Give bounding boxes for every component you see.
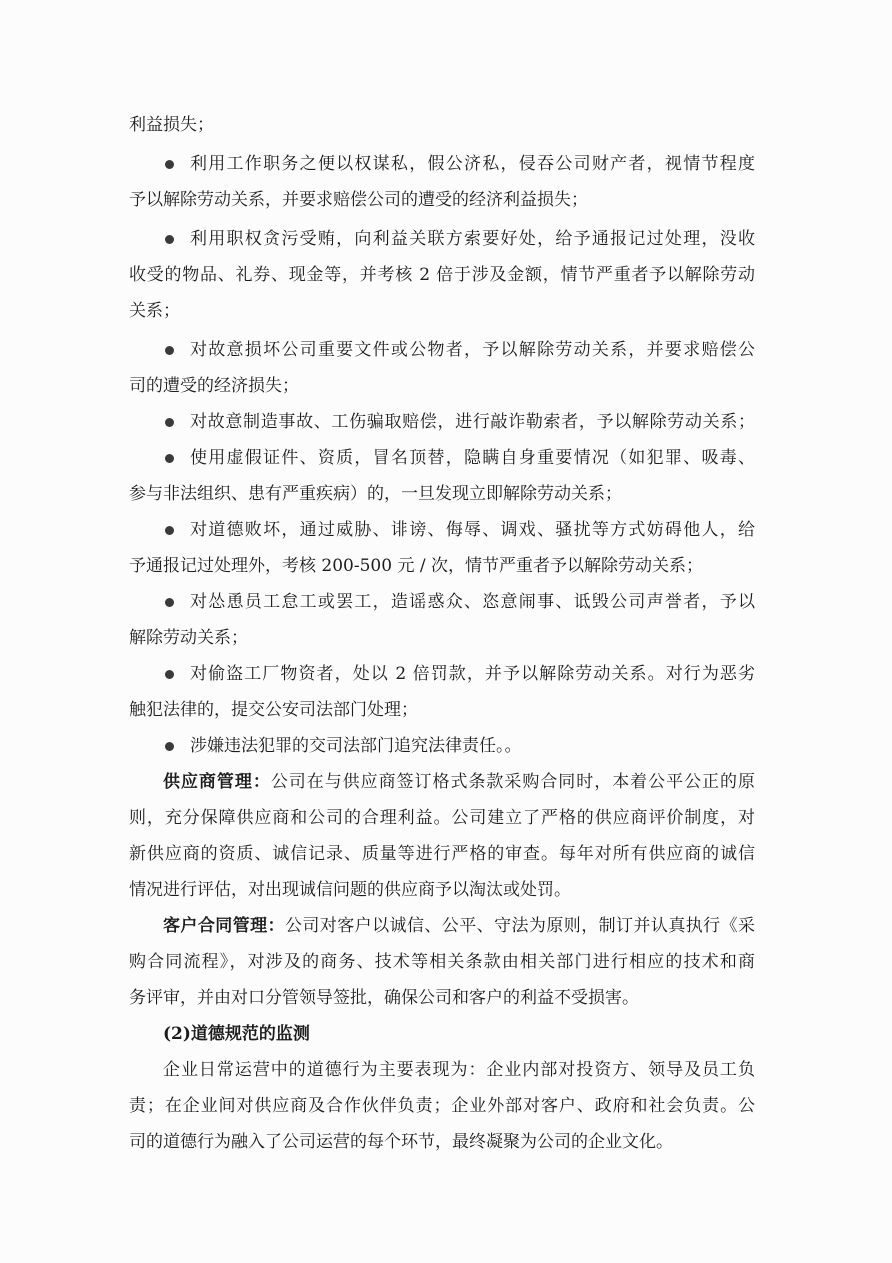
paragraph-line: 则，充分保障供应商和公司的合理利益。公司建立了严格的供应商评价制度，对 [129,808,755,828]
bullet-dot-icon [165,235,174,244]
paragraph-text: 公司在与供应商签订格式条款采购合同时，本着公平公正的原 [270,772,755,792]
section-heading: (2)道德规范的监测 [163,1024,310,1044]
bullet-dot-icon [165,418,174,427]
bullet-continuation: 参与非法组织、患有严重疾病）的，一旦发现立即解除劳动关系； [129,484,622,504]
supplier-paragraph [129,764,755,908]
bullet-continuation: 关系； [129,301,180,321]
bullet-item [129,584,755,656]
paragraph-line: 司的道德行为融入了公司运营的每个环节，最终凝聚为公司的企业文化。 [129,1132,673,1152]
bullet-dot-icon [165,346,174,355]
paragraph-line: 务评审，并由对口分管领导签批，确保公司和客户的利益不受损害。 [129,988,639,1008]
bullet-item [129,656,755,728]
bullet-continuation: 触犯法律的，提交公安司法部门处理； [129,700,418,720]
bullet-text: 利用工作职务之便以权谋私，假公济私，侵吞公司财产者，视情节程度 [190,154,755,174]
paragraph-line: 责；在企业间对供应商及合作伙伴负责；企业外部对客户、政府和社会负责。公 [129,1096,755,1116]
ethics-paragraph [129,1052,755,1160]
bullet-text: 对怂恿员工怠工或罢工，造谣惑众、恣意闹事、诋毁公司声誉者，予以 [190,592,755,612]
bullet-continuation: 予通报记过处理外，考核 200-500 元 / 次，情节严重者予以解除劳动关系； [129,556,703,576]
bullet-dot-icon [165,670,174,679]
paragraph-line: 购合同流程》，对涉及的商务、技术等相关条款由相关部门进行相应的技术和商 [129,952,755,972]
bullet-item [129,512,755,584]
bullet-item [129,728,755,764]
bullet-continuation: 解除劳动关系； [129,628,248,648]
bullet-dot-icon [165,160,174,169]
bullet-item [129,146,755,218]
bullet-text: 利用职权贪污受贿，向利益关联方索要好处，给予通报记过处理，没收 [190,229,755,249]
supplier-heading: 供应商管理： [163,772,271,792]
bullet-text: 对故意损坏公司重要文件或公物者，予以解除劳动关系，并要求赔偿公 [190,340,755,360]
bullet-continuation: 予以解除劳动关系，并要求赔偿公司的遭受的经济利益损失； [129,190,588,210]
bullet-continuation: 收受的物品、礼券、现金等，并考核 2 倍于涉及金额，情节严重者予以解除劳动 [129,265,755,285]
paragraph-line: 情况进行评估，对出现诚信问题的供应商予以淘汰或处罚。 [129,880,571,900]
intro-line: 利益损失； [129,115,214,135]
paragraph-text: 公司对客户以诚信、公平、守法为原则，制订并认真执行《采 [284,916,755,936]
paragraph-line: 新供应商的资质、诚信记录、质量等进行严格的审查。每年对所有供应商的诚信 [129,844,755,864]
bullet-text: 对故意制造事故、工伤骗取赔偿，进行敲诈勒索者，予以解除劳动关系； [190,412,755,432]
bullet-item [129,221,755,329]
bullet-continuation: 司的遭受的经济损失； [129,376,299,396]
bullet-text: 对道德败坏，通过威胁、诽谤、侮辱、调戏、骚扰等方式妨碍他人，给 [190,520,755,540]
bullet-item [129,332,755,404]
bullet-dot-icon [165,598,174,607]
paragraph-line: 企业日常运营中的道德行为主要表现为：企业内部对投资方、领导及员工负 [163,1060,755,1080]
customer-paragraph [129,908,755,1016]
bullet-text: 对偷盗工厂物资者，处以 2 倍罚款，并予以解除劳动关系。对行为恶劣 [190,664,755,684]
customer-heading: 客户合同管理： [163,916,285,936]
document-body [129,107,755,1160]
bullet-text: 涉嫌违法犯罪的交司法部门追究法律责任。。 [190,736,522,756]
bullet-dot-icon [165,454,174,463]
bullet-dot-icon [165,742,174,751]
bullet-item [129,404,755,440]
bullet-text: 使用虚假证件、资质，冒名顶替，隐瞒自身重要情况（如犯罪、吸毒、 [190,448,755,468]
bullet-item [129,440,755,512]
bullet-dot-icon [165,526,174,535]
